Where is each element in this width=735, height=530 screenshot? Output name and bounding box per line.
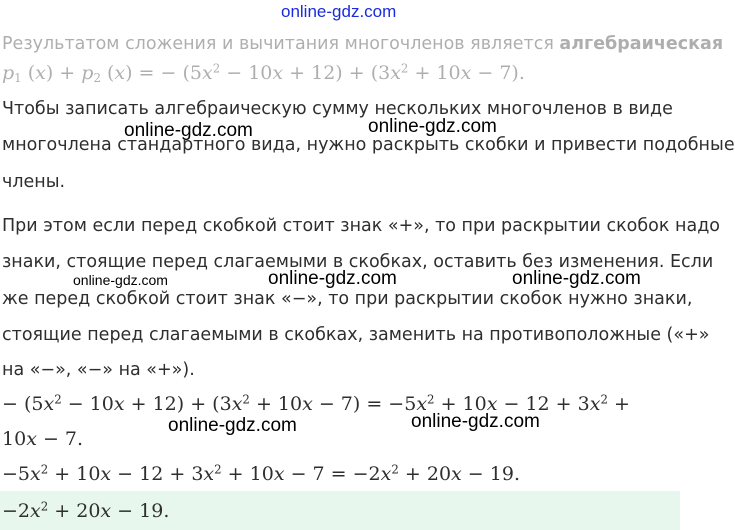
- watermark-7: online-gdz.com: [411, 411, 540, 432]
- watermark-3: online-gdz.com: [73, 272, 168, 288]
- para1-line3: члены.: [2, 172, 66, 192]
- para2-line4: стоящие перед слагаемыми в скобках, заменить на противоположные («+»: [2, 325, 710, 345]
- para1-line1: Чтобы записать алгебраическую сумму нескольких многочленов в виде: [2, 99, 673, 119]
- formula-line3: $-5x^2 + 10x - 12 + 3x^2 + 10x - 7 = -2x^2 + 20x - 19$.: [2, 462, 520, 485]
- intro-lead: Результатом сложения и вычитания многочленов является: [2, 34, 560, 54]
- para2-line2: знаки, стоящие перед слагаемыми в скобках, оставить без изменения. Если: [2, 252, 714, 272]
- para1-line2: многочлена стандартного вида, нужно раскрыть скобки и привести подобные: [2, 135, 735, 155]
- para2-line1: При этом если перед скобкой стоит знак «+», то при раскрытии скобок надо: [2, 216, 720, 236]
- watermark-5: online-gdz.com: [512, 268, 641, 289]
- intro-formula: $p_1$ $(x) + p_2$ (x) = − $(5x^2 - 10x + 12) + (3x^2 + 10x - 7)$.: [2, 61, 525, 85]
- intro-bold: алгебраическая: [559, 34, 724, 54]
- watermark-1: online-gdz.com: [124, 120, 253, 141]
- watermark-4: online-gdz.com: [268, 268, 397, 289]
- watermark-2: online-gdz.com: [368, 116, 497, 137]
- formula-line2: 10x − 7.: [2, 428, 84, 450]
- watermark-6: online-gdz.com: [168, 415, 297, 436]
- formula-line1: − $(5x^2 - 10x + 12) + (3x^2 + 10x - 7) = -5x^2 + 10x - 12 + 3x^2$ +: [2, 392, 630, 415]
- para2-line3: же перед скобкой стоит знак «−», то при раскрытии скобок нужно знаки,: [2, 289, 693, 309]
- intro-text: [2, 34, 723, 54]
- answer-formula: $-2x^2 + 20x - 19$.: [2, 499, 170, 522]
- para2-line5: на «−», «−» на «+»).: [2, 360, 195, 380]
- watermark-top: online-gdz.com: [281, 2, 397, 21]
